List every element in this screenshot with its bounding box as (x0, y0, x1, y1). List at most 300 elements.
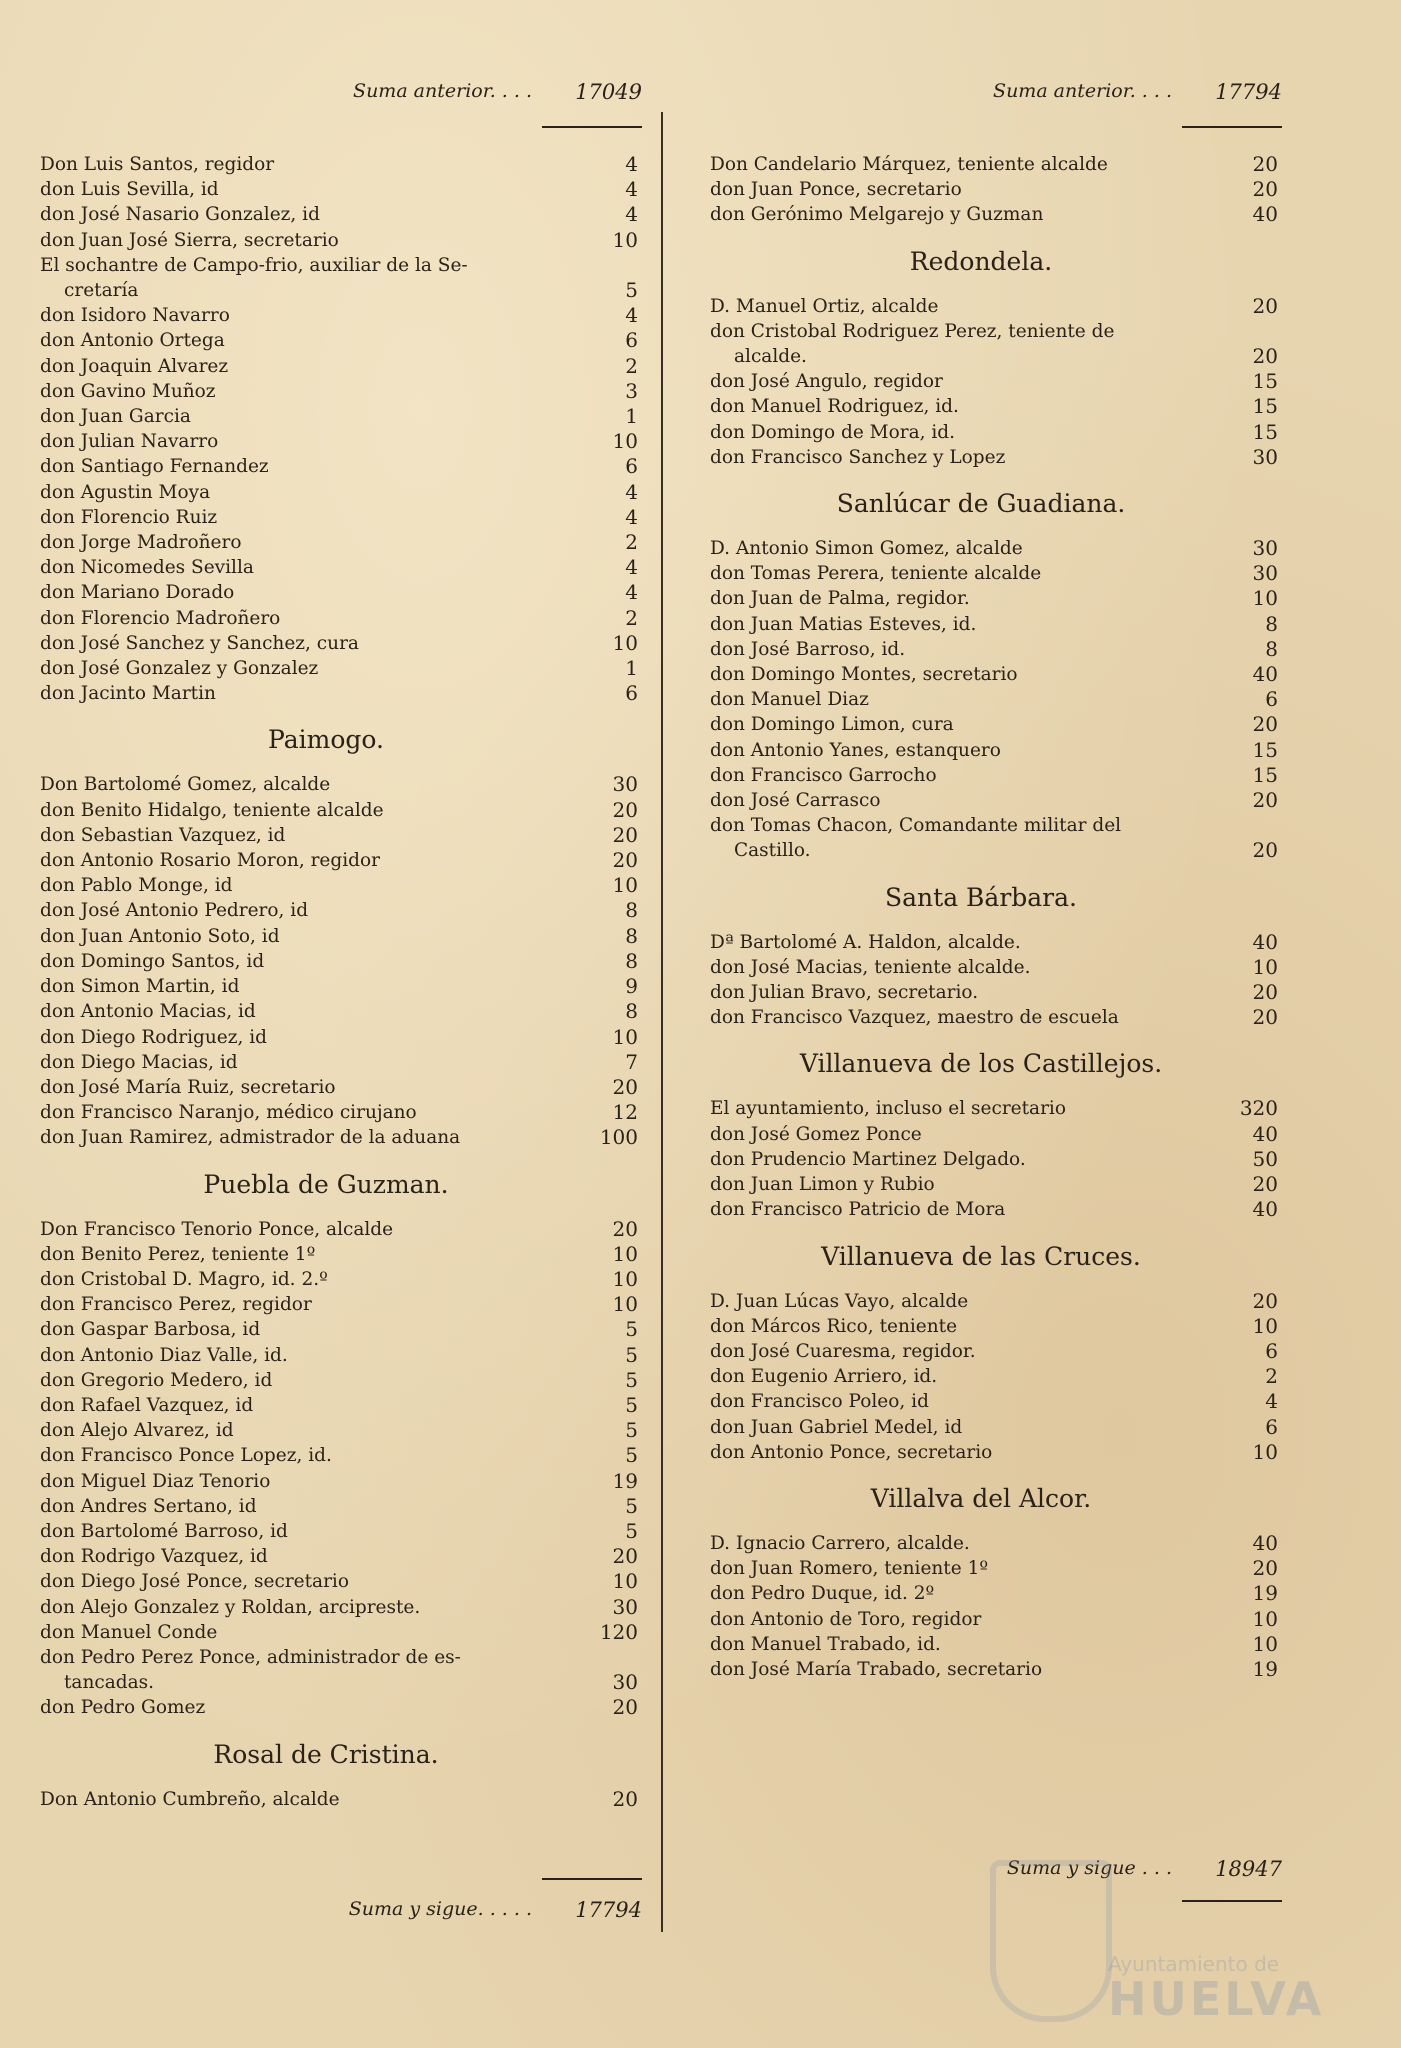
subscriber-entry (710, 1339, 1282, 1364)
subscription-amount: 5 (625, 1418, 638, 1443)
subscriber-name: don Pablo Monge, id (40, 875, 233, 897)
subscriber-entry (710, 1096, 1282, 1121)
subscriber-entry (710, 1364, 1282, 1389)
subscriber-name: don Juan José Sierra, secretario (40, 229, 339, 251)
subscription-amount: 10 (612, 1024, 638, 1049)
right-footer-label: Suma y sigue . . . (1006, 1857, 1172, 1879)
subscriber-name: don Juan Ramirez, admistrador de la aduana (40, 1127, 461, 1149)
subscription-amount: 6 (1265, 1414, 1278, 1439)
subscriber-entry (40, 1544, 642, 1569)
subscriber-name: don Agustin Moya (40, 481, 211, 503)
subscriber-name: don José Gomez Ponce (710, 1123, 922, 1145)
subscription-amount: 10 (612, 630, 638, 655)
subscriber-name: don Pedro Duque, id. 2º (710, 1583, 935, 1605)
subscriber-entry (40, 328, 642, 353)
subscriber-name: don Francisco Patricio de Mora (710, 1199, 1006, 1221)
subscription-amount: 10 (612, 1569, 638, 1594)
subscriber-entry (40, 152, 642, 177)
town-heading: Paimogo. (268, 725, 384, 755)
right-subscriber-list (710, 152, 1282, 1682)
subscription-amount: 4 (625, 152, 638, 176)
subscriber-name: don José María Trabado, secretario (710, 1658, 1043, 1680)
subscriber-entry (710, 687, 1282, 712)
subscriber-name: don Juan Antonio Soto, id (40, 925, 280, 947)
subscriber-entry (710, 319, 1282, 369)
left-running-total-footer (40, 1898, 642, 1928)
subscriber-entry (40, 1217, 642, 1242)
subscriber-name: don Domingo de Mora, id. (710, 421, 956, 443)
subscription-amount: 20 (612, 797, 638, 822)
subscriber-name: don José Carrasco (710, 790, 881, 812)
subscriber-name: don Isidoro Navarro (40, 305, 230, 327)
subscription-amount: 20 (612, 848, 638, 873)
subscriber-entry (40, 1443, 642, 1468)
subscriber-name: don Julian Bravo, secretario. (710, 982, 979, 1004)
subscriber-entry (40, 555, 642, 580)
subscription-amount: 5 (625, 1493, 638, 1518)
subscriber-entry (40, 454, 642, 479)
subscription-amount: 40 (1252, 202, 1278, 227)
subscriber-name: Don Francisco Tenorio Ponce, alcalde (40, 1218, 394, 1240)
subscription-amount: 4 (625, 177, 638, 202)
subscriber-entry (710, 1389, 1282, 1414)
subscriber-entry (40, 1469, 642, 1494)
subscription-amount: 10 (1252, 1606, 1278, 1631)
subscriber-entry (710, 1122, 1282, 1147)
subscriber-name: don Benito Hidalgo, teniente alcalde (40, 799, 384, 821)
right-footer-value: 18947 (1215, 1857, 1282, 1881)
subscriber-entry (40, 1595, 642, 1620)
subscriber-entry (710, 177, 1282, 202)
subscription-amount: 5 (625, 1443, 638, 1468)
subscription-amount: 20 (612, 1695, 638, 1720)
subscription-amount: 5 (625, 1367, 638, 1392)
subscription-amount: 10 (612, 1292, 638, 1317)
subscriber-entry (710, 1197, 1282, 1222)
subscriber-entry (40, 1494, 642, 1519)
subscriber-name: don Florencio Ruiz (40, 506, 218, 528)
left-subscriber-list (40, 152, 642, 1812)
subscription-amount: 4 (625, 479, 638, 504)
subscriber-name: don Domingo Santos, id (40, 950, 265, 972)
subscriber-entry (710, 369, 1282, 394)
subscription-amount: 10 (1252, 1313, 1278, 1338)
right-running-total-header (710, 80, 1282, 110)
subscriber-entry (710, 536, 1282, 561)
subscriber-name: Don Antonio Cumbreño, alcalde (40, 1788, 340, 1810)
subscriber-entry (40, 177, 642, 202)
subscriber-name: don Nicomedes Sevilla (40, 557, 254, 579)
subscriber-entry (40, 1368, 642, 1393)
subscriber-entry (710, 930, 1282, 955)
subscriber-entry (710, 955, 1282, 980)
subscriber-name: D. Manuel Ortiz, alcalde (710, 295, 939, 317)
subscriber-name: don Diego Macias, id (40, 1051, 238, 1073)
town-heading: Puebla de Guzman. (203, 1169, 449, 1199)
subscriber-entry (40, 949, 642, 974)
subscriber-name: don Rafael Vazquez, id (40, 1394, 254, 1416)
subscriber-name: Don Luis Santos, regidor (40, 154, 275, 175)
subscriber-entry (40, 379, 642, 404)
subscriber-entry (710, 813, 1282, 863)
subscription-amount: 20 (612, 1216, 638, 1241)
subscription-amount: 10 (612, 227, 638, 252)
subscription-amount: 10 (1252, 1439, 1278, 1464)
subscriber-entry (710, 1581, 1282, 1606)
subscription-amount: 9 (625, 974, 638, 999)
subscriber-entry (710, 1556, 1282, 1581)
subscriber-entry (710, 1314, 1282, 1339)
subscription-amount: 20 (1252, 1288, 1278, 1313)
subscriber-entry (710, 1415, 1282, 1440)
subscriber-name: Dª Bartolomé A. Haldon, alcalde. (710, 931, 1021, 953)
subscriber-entry (40, 505, 642, 530)
subscription-amount: 4 (1265, 1389, 1278, 1414)
subscriber-entry (710, 712, 1282, 737)
subscriber-entry (40, 631, 642, 656)
subscriber-name: don Prudencio Martinez Delgado. (710, 1148, 1026, 1170)
subscriber-name: don Antonio Rosario Moron, regidor (40, 850, 380, 872)
subscriber-entry (40, 1100, 642, 1125)
subscription-amount: 320 (1239, 1096, 1278, 1121)
subscriber-name: don Tomas Perera, teniente alcalde (710, 563, 1042, 585)
subscriber-entry (40, 1125, 642, 1150)
subscriber-name: don Eugenio Arriero, id. (710, 1366, 938, 1388)
subscriber-entry (710, 1440, 1282, 1465)
subscriber-name: don Juan Matias Esteves, id. (710, 613, 977, 635)
subscriber-name: don Juan Limon y Rubio (710, 1174, 935, 1196)
subscription-amount: 30 (1252, 561, 1278, 586)
subscription-amount: 20 (1252, 712, 1278, 737)
subscriber-entry (710, 1657, 1282, 1682)
subscriber-name: don Manuel Diaz (710, 689, 869, 711)
subscriber-name: don Benito Perez, teniente 1º (40, 1243, 316, 1265)
subscriber-entry (40, 873, 642, 898)
subscriber-name: don Sebastian Vazquez, id (40, 824, 286, 846)
subscription-amount: 2 (625, 530, 638, 555)
town-heading: Santa Bárbara. (885, 882, 1077, 912)
subscriber-name: don Francisco Sanchez y Lopez (710, 446, 1006, 468)
subscriber-entry (710, 202, 1282, 227)
subscription-amount: 20 (612, 822, 638, 847)
subscription-amount: 4 (625, 555, 638, 580)
subscriber-entry (710, 294, 1282, 319)
subscriber-entry (40, 1050, 642, 1075)
subscriber-name: don Juan Ponce, secretario (710, 179, 962, 201)
coat-of-arms-icon (990, 1860, 1112, 2022)
subscriber-entry (40, 253, 642, 303)
subscriber-entry (40, 404, 642, 429)
subscriber-name: don Antonio de Toro, regidor (710, 1608, 982, 1630)
subscriber-entry (710, 420, 1282, 445)
subscriber-name: don Gavino Muñoz (40, 380, 216, 402)
subscriber-entry (40, 354, 642, 379)
subscription-amount: 10 (1252, 586, 1278, 611)
subscriber-entry (40, 974, 642, 999)
subscription-amount: 10 (612, 1241, 638, 1266)
subscription-amount: 12 (612, 1100, 638, 1125)
subscriber-entry (710, 662, 1282, 687)
subscriber-name: don Manuel Conde (40, 1621, 218, 1643)
left-header-value: 17049 (575, 80, 642, 104)
subscriber-entry (40, 1025, 642, 1050)
town-heading: Villanueva de las Cruces. (821, 1241, 1141, 1271)
subscriber-entry (40, 848, 642, 873)
subscriber-entry (40, 772, 642, 797)
subscriber-name: don Rodrigo Vazquez, id (40, 1546, 268, 1568)
subscriber-entry (40, 480, 642, 505)
subscriber-entry (40, 580, 642, 605)
subscriber-entry (710, 612, 1282, 637)
left-column (40, 0, 642, 2048)
town-heading: Redondela. (909, 246, 1053, 276)
subscription-amount: 30 (612, 1594, 638, 1619)
left-header-rule (542, 126, 642, 128)
subscriber-entry (710, 738, 1282, 763)
subscriber-entry (710, 1289, 1282, 1314)
subscriber-name: D. Juan Lúcas Vayo, alcalde (710, 1290, 969, 1312)
subscription-amount: 15 (1252, 394, 1278, 419)
subscription-amount: 19 (612, 1468, 638, 1493)
subscriber-entry (710, 1632, 1282, 1657)
right-header-rule (1182, 126, 1282, 128)
subscription-amount: 40 (1252, 1197, 1278, 1222)
subscriber-entry (40, 303, 642, 328)
subscription-amount: 10 (1252, 954, 1278, 979)
subscriber-name: don Gregorio Medero, id (40, 1369, 273, 1391)
subscriber-name: don Antonio Ponce, secretario (710, 1441, 993, 1463)
subscriber-name: don Manuel Trabado, id. (710, 1633, 941, 1655)
subscription-amount: 6 (1265, 687, 1278, 712)
subscriber-entry (40, 656, 642, 681)
subscriber-name: don Luis Sevilla, id (40, 179, 219, 201)
column-divider (661, 112, 663, 1932)
subscriber-entry (710, 394, 1282, 419)
subscription-amount: 15 (1252, 762, 1278, 787)
subscriber-name: don José Cuaresma, regidor. (710, 1340, 976, 1362)
subscriber-entry (40, 1620, 642, 1645)
subscriber-name: don Manuel Rodriguez, id. (710, 396, 959, 418)
subscriber-entry (40, 1787, 642, 1812)
subscriber-entry (40, 228, 642, 253)
subscriber-entry (40, 681, 642, 706)
subscriber-name: don José María Ruiz, secretario (40, 1076, 336, 1098)
subscription-amount: 20 (612, 1786, 638, 1811)
subscriber-name: don Julian Navarro (40, 431, 219, 453)
subscriber-entry (710, 1147, 1282, 1172)
subscription-amount: 4 (625, 580, 638, 605)
subscriber-entry (710, 561, 1282, 586)
subscriber-name: don Tomas Chacon, Comandante militar del (710, 815, 1122, 837)
subscription-amount: 30 (1252, 536, 1278, 561)
subscription-amount: 6 (625, 328, 638, 353)
subscriber-entry (40, 1645, 642, 1695)
subscription-amount: 3 (625, 378, 638, 403)
subscription-amount: 40 (1252, 662, 1278, 687)
stamp-line-2: HUELVA (1108, 1972, 1325, 2026)
subscriber-name: don Domingo Montes, secretario (710, 664, 1018, 686)
subscriber-name: don José Sanchez y Sanchez, cura (40, 632, 359, 654)
subscriber-name: don Diego Rodriguez, id (40, 1026, 267, 1048)
subscription-amount: 19 (1252, 1656, 1278, 1681)
subscription-amount: 4 (625, 504, 638, 529)
subscriber-name: don José Barroso, id. (710, 638, 906, 660)
subscriber-name: don José Macias, teniente alcalde. (710, 956, 1031, 978)
subscription-amount: 20 (1252, 788, 1278, 813)
subscription-amount: 10 (612, 873, 638, 898)
subscriber-name: don Florencio Madroñero (40, 607, 281, 629)
subscription-amount: 20 (1252, 980, 1278, 1005)
subscriber-name: don Gaspar Barbosa, id (40, 1319, 261, 1341)
subscriber-entry (40, 1695, 642, 1720)
subscriber-name: Don Candelario Márquez, teniente alcalde (710, 154, 1108, 175)
subscription-amount: 8 (1265, 611, 1278, 636)
subscription-amount: 6 (625, 681, 638, 706)
subscriber-entry (40, 1242, 642, 1267)
subscriber-name: El sochantre de Campo-frio, auxiliar de la Se- (40, 254, 468, 276)
subscriber-entry (710, 980, 1282, 1005)
subscriber-entry (710, 763, 1282, 788)
subscription-amount: 5 (625, 277, 638, 302)
left-running-total-header (40, 80, 642, 110)
left-footer-value: 17794 (575, 1898, 642, 1922)
subscriber-name: don Simon Martin, id (40, 976, 240, 998)
subscriber-entry (40, 530, 642, 555)
subscriber-name: don Alejo Alvarez, id (40, 1420, 234, 1442)
subscriber-name: don Márcos Rico, teniente (710, 1315, 958, 1337)
subscription-amount: 1 (625, 404, 638, 429)
subscriber-entry (710, 637, 1282, 662)
subscription-amount: 5 (625, 1342, 638, 1367)
subscriber-entry (40, 1418, 642, 1443)
subscriber-name: don Mariano Dorado (40, 582, 235, 604)
subscriber-entry (710, 1531, 1282, 1556)
subscription-amount: 20 (1252, 177, 1278, 202)
subscription-amount: 20 (1252, 343, 1278, 368)
subscriber-name: don Juan Romero, teniente 1º (710, 1558, 989, 1580)
subscriber-entry (710, 586, 1282, 611)
subscriber-entry (40, 1569, 642, 1594)
subscriber-name: don Antonio Ortega (40, 330, 225, 352)
subscriber-name: don Andres Sertano, id (40, 1495, 257, 1517)
subscriber-name-continuation: Castillo. (734, 840, 811, 862)
subscription-amount: 4 (625, 202, 638, 227)
subscription-amount: 40 (1252, 1121, 1278, 1146)
subscriber-entry (710, 1607, 1282, 1632)
subscriber-name: don Francisco Vazquez, maestro de escuela (710, 1007, 1119, 1029)
subscriber-entry (40, 202, 642, 227)
subscription-amount: 40 (1252, 1530, 1278, 1555)
subscription-amount: 20 (612, 1074, 638, 1099)
subscriber-name: don Pedro Gomez (40, 1697, 206, 1719)
subscription-amount: 20 (1252, 838, 1278, 863)
subscriber-name: don Cristobal Rodriguez Perez, teniente de (710, 320, 1115, 342)
subscription-amount: 2 (1265, 1364, 1278, 1389)
subscription-amount: 120 (599, 1619, 638, 1644)
subscriber-name-continuation: alcalde. (734, 346, 807, 368)
subscriber-name: don José Antonio Pedrero, id (40, 900, 309, 922)
archive-watermark-stamp (990, 1860, 1325, 2030)
subscription-amount: 30 (612, 1669, 638, 1694)
subscription-amount: 15 (1252, 737, 1278, 762)
subscriber-name: don Bartolomé Barroso, id (40, 1520, 288, 1542)
subscription-amount: 20 (1252, 293, 1278, 318)
subscription-amount: 20 (1252, 1005, 1278, 1030)
subscriber-name: don José Gonzalez y Gonzalez (40, 658, 319, 680)
subscriber-entry (40, 1393, 642, 1418)
subscription-amount: 2 (625, 605, 638, 630)
subscriber-entry (40, 1075, 642, 1100)
subscriber-entry (710, 445, 1282, 470)
subscription-amount: 8 (625, 898, 638, 923)
subscriber-name: don José Angulo, regidor (710, 371, 943, 393)
subscriber-name: D. Ignacio Carrero, alcalde. (710, 1532, 970, 1554)
subscriber-name: don Francisco Garrocho (710, 764, 937, 786)
subscriber-entry (40, 1292, 642, 1317)
subscriber-entry (710, 1172, 1282, 1197)
subscription-amount: 8 (625, 999, 638, 1024)
subscriber-entry (40, 1343, 642, 1368)
subscription-amount: 50 (1252, 1146, 1278, 1171)
subscriber-entry (40, 924, 642, 949)
subscriber-name: don Juan Garcia (40, 406, 191, 428)
subscriber-entry (40, 1317, 642, 1342)
subscriber-entry (40, 1267, 642, 1292)
subscription-amount: 10 (612, 429, 638, 454)
subscriber-name: don Francisco Perez, regidor (40, 1294, 312, 1316)
subscriber-entry (40, 898, 642, 923)
subscriber-entry (40, 606, 642, 631)
subscription-amount: 40 (1252, 929, 1278, 954)
subscription-amount: 4 (625, 303, 638, 328)
subscription-amount: 20 (1252, 1172, 1278, 1197)
subscriber-name: don Juan Gabriel Medel, id (710, 1416, 963, 1438)
subscription-amount: 15 (1252, 369, 1278, 394)
subscriber-name: don Domingo Limon, cura (710, 714, 954, 736)
subscriber-name: don Miguel Diaz Tenorio (40, 1470, 271, 1492)
right-header-value: 17794 (1215, 80, 1282, 104)
subscriber-name: don Joaquin Alvarez (40, 355, 229, 377)
subscription-amount: 1 (625, 656, 638, 681)
town-heading: Sanlúcar de Guadiana. (836, 489, 1126, 519)
subscription-amount: 7 (625, 1049, 638, 1074)
town-heading: Rosal de Cristina. (213, 1739, 439, 1769)
subscriber-name-continuation: tancadas. (64, 1672, 155, 1694)
town-heading: Villanueva de los Castillejos. (799, 1049, 1163, 1079)
subscription-amount: 30 (1252, 444, 1278, 469)
town-heading: Villalva del Alcor. (870, 1483, 1092, 1513)
left-footer-label: Suma y sigue. . . . . (348, 1898, 532, 1920)
subscriber-name: D. Antonio Simon Gomez, alcalde (710, 538, 1023, 560)
subscriber-name: don Francisco Poleo, id (710, 1391, 929, 1413)
subscription-amount: 10 (1252, 1631, 1278, 1656)
subscriber-entry (710, 1005, 1282, 1030)
subscriber-name: don José Nasario Gonzalez, id (40, 204, 320, 226)
subscription-amount: 10 (612, 1266, 638, 1291)
subscriber-name: don Cristobal D. Magro, id. 2.º (40, 1268, 328, 1290)
subscription-amount: 30 (612, 772, 638, 797)
subscriber-entry (40, 823, 642, 848)
subscriber-name: don Antonio Macias, id (40, 1001, 256, 1023)
subscription-amount: 20 (1252, 152, 1278, 176)
subscription-amount: 20 (1252, 1556, 1278, 1581)
subscriber-name: don Jorge Madroñero (40, 532, 242, 554)
subscriber-entry (40, 429, 642, 454)
subscriber-name: Don Bartolomé Gomez, alcalde (40, 774, 331, 796)
subscriber-name: El ayuntamiento, incluso el secretario (710, 1098, 1066, 1120)
subscription-amount: 20 (612, 1544, 638, 1569)
subscriber-name: don Juan de Palma, regidor. (710, 588, 970, 610)
